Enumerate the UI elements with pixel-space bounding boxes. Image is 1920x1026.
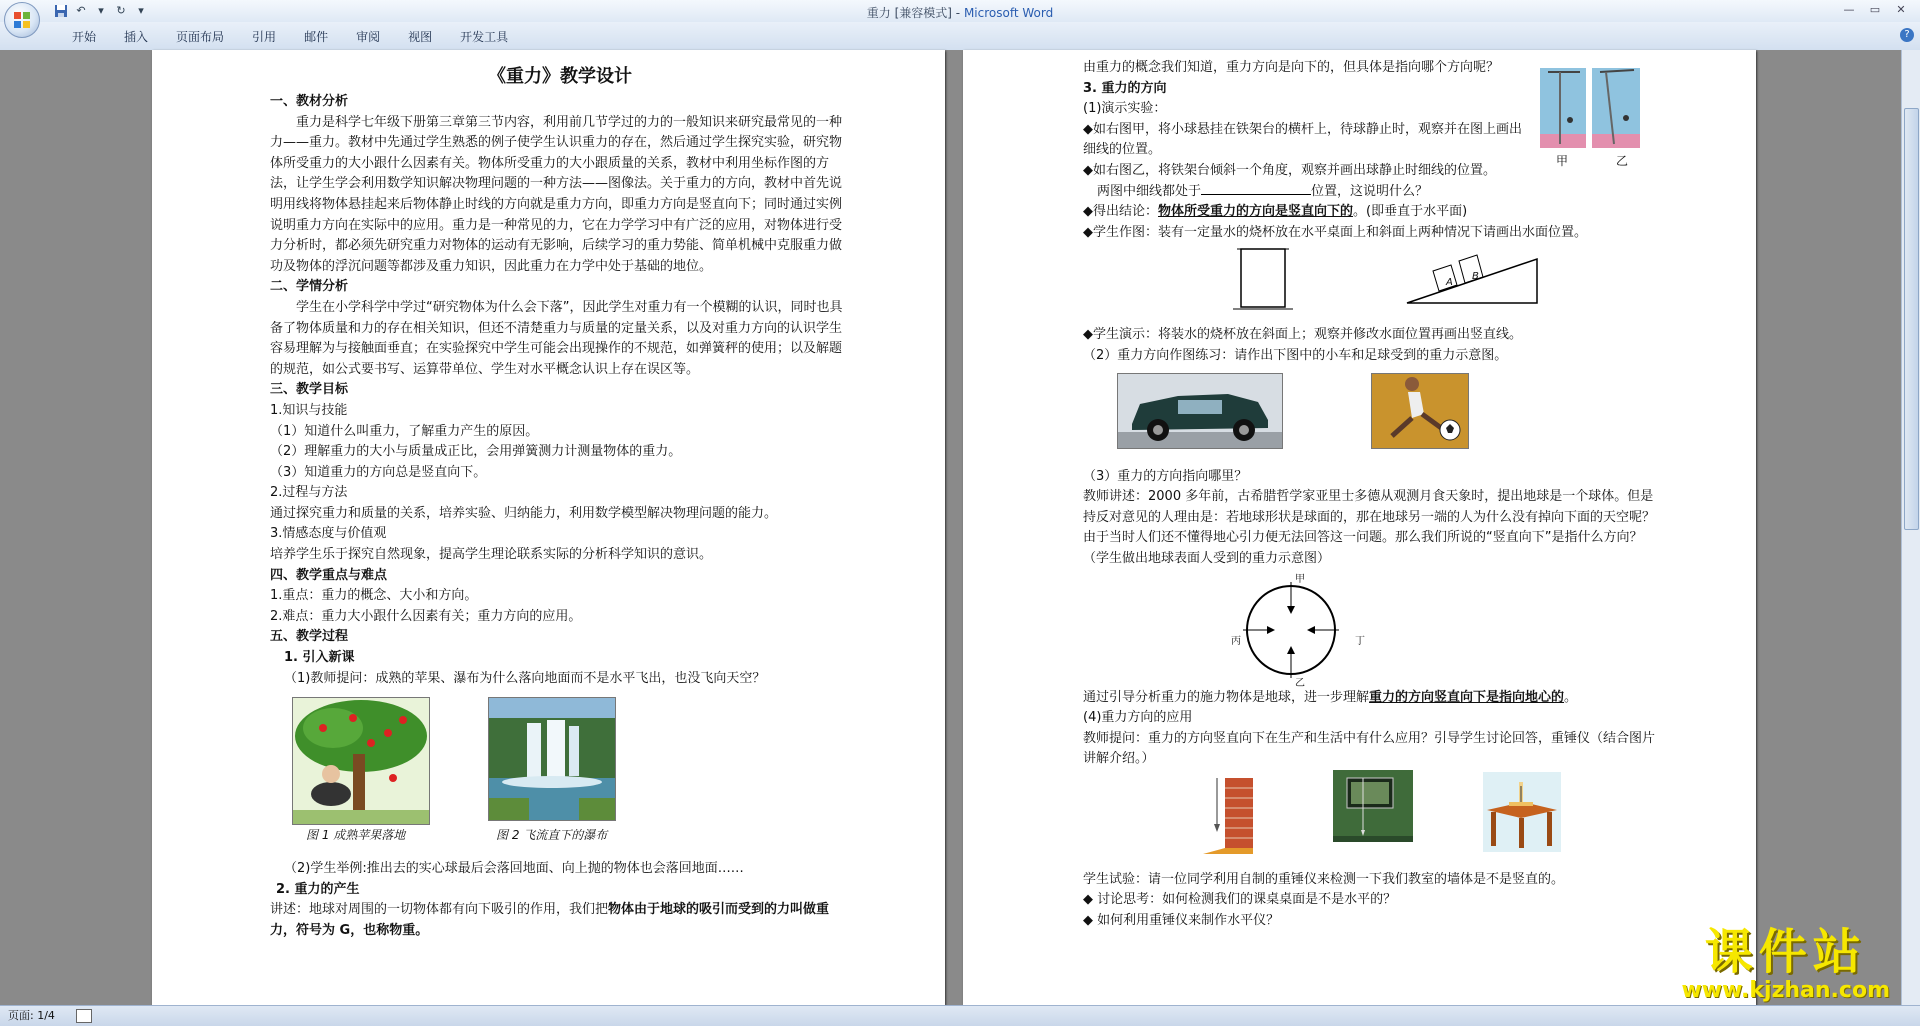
paragraph: 1.重点：重力的概念、大小和方向。	[270, 588, 478, 604]
paragraph: ◆学生作图：装有一定量水的烧杯放在水平桌面上和斜面上两种情况下请画出水面位置。	[1083, 224, 1587, 240]
wall-frame-image	[1333, 770, 1413, 842]
paragraph: 学生在小学科学中学过“研究物体为什么会下落”，因此学生对重力有一个模糊的认识，同时也具备了物体质量和力的存在相关知识，但还不清楚重力与质量的定量关系，以及对重力方向的认识学生容易理解为与接触面垂直；在实验探究中学生可能会出现操作的不规范，如弹簧秤的使用；以及解题的规范，如公式要书写、运算带单位、学生对水平概念认识上存在误区等。	[270, 299, 843, 377]
apple-tree-image	[292, 697, 430, 825]
watermark-url: www.kjzhan.com	[1681, 978, 1890, 1003]
paragraph: (1)演示实验：	[1083, 101, 1167, 117]
label-b: B	[1472, 271, 1479, 283]
paragraph: 3.情感态度与价值观	[270, 526, 387, 542]
paragraph: 学生试验：请一位同学利用自制的重锤仪来检测一下我们教室的墙体是不是竖直的。	[1083, 871, 1565, 887]
tab-home[interactable]: 开始	[72, 30, 97, 44]
figure-label-jia: 甲	[1556, 154, 1569, 168]
paragraph: 1.知识与技能	[270, 402, 348, 418]
label-a: A	[1446, 277, 1453, 289]
tab-page-layout[interactable]: 页面布局	[176, 30, 225, 44]
page-1-content	[270, 58, 850, 942]
paragraph: 通过探究重力和质量的关系，培养实验、归纳能力，利用数学模型解决物理问题的能力。	[270, 505, 778, 521]
document-page-2[interactable]	[963, 50, 1756, 1005]
plumb-figures	[1083, 770, 1658, 870]
section-heading: 四、教学重点与难点	[270, 567, 388, 583]
label-ding: 丁	[1355, 635, 1365, 647]
document-name: 重力 [兼容模式]	[866, 6, 952, 20]
beaker-figures	[1083, 243, 1658, 325]
pendulum-diagram	[1540, 68, 1642, 150]
ribbon	[0, 22, 1920, 51]
waterfall-image	[488, 697, 616, 821]
tab-view[interactable]: 视图	[408, 30, 433, 44]
figure-caption: 图 2 飞流直下的瀑布	[496, 828, 608, 843]
paragraph: （2）理解重力的大小与质量成正比，会用弹簧测力计测量物体的重力。	[270, 444, 682, 460]
blank-line	[1201, 182, 1311, 195]
title-bar	[0, 0, 1920, 23]
paragraph: 2.难点：重力大小跟什么因素有关；重力方向的应用。	[270, 608, 582, 624]
paragraph: （3）重力的方向指向哪里？	[1083, 468, 1248, 484]
brick-wall-image	[1203, 774, 1263, 854]
paragraph: 培养学生乐于探究自然现象，提高学生理论联系实际的分析科学知识的意识。	[270, 547, 713, 563]
tab-references[interactable]: 引用	[252, 30, 277, 44]
paragraph: （2）重力方向作图练习：请作出下图中的小车和足球受到的重力示意图。	[1083, 347, 1508, 363]
figure-caption: 图 1 成熟苹果落地	[306, 828, 406, 843]
paragraph: ◆得出结论：物体所受重力的方向是竖直向下的。(即垂直于水平面)	[1083, 204, 1468, 220]
dropdown-icon[interactable]: ▾	[98, 4, 104, 17]
document-workspace	[0, 50, 1920, 1005]
section-heading: 二、学情分析	[270, 279, 349, 295]
paragraph: （2)学生举例:推出去的实心球最后会落回地面、向上抛的物体也会落回地面……	[284, 861, 744, 877]
customize-qat-icon[interactable]: ▾	[138, 4, 144, 17]
watermark-text: 课件站	[1704, 924, 1867, 980]
paragraph: ◆如右图乙，将铁架台倾斜一个角度，观察并画出球静止时细线的位置。	[1083, 162, 1496, 178]
paragraph: 教师讲述：2000 多年前，古希腊哲学家亚里士多德从观测月食天象时，提出地球是一个球体。但是持反对意见的人理由是：若地球形状是球面的，那在地球另一端的人为什么没有掉向下面的天空呢？由于当时人们还不懂得地心引力便无法回答这一问题。那么我们所说的“竖直向下”是指什么方向？（学生做出地球表面人受到的重力示意图）	[1083, 489, 1656, 566]
window-controls	[1836, 2, 1914, 18]
label-jia: 甲	[1295, 573, 1305, 585]
section-heading: 五、教学过程	[270, 629, 349, 645]
minimize-icon[interactable]: —	[1843, 3, 1855, 16]
maximize-icon[interactable]: ▭	[1869, 3, 1881, 16]
document-title: 《重力》教学设计	[488, 66, 632, 87]
paragraph: ◆ 讨论思考：如何检测我们的课桌桌面是不是水平的？	[1083, 892, 1397, 908]
window-title: 重力 [兼容模式] - Microsoft Word	[866, 6, 1054, 20]
soccer-player-image	[1371, 373, 1469, 449]
paragraph: (4)重力方向的应用	[1083, 710, 1193, 726]
tab-review[interactable]: 审阅	[356, 30, 381, 44]
watermark-logo	[1681, 925, 1890, 1003]
tab-insert[interactable]: 插入	[124, 30, 149, 44]
subsection-heading: 2. 重力的产生	[276, 881, 360, 897]
help-icon[interactable]: ?	[1900, 28, 1914, 42]
car-image	[1117, 373, 1283, 449]
paragraph: 重力是科学七年级下册第三章第三节内容，利用前几节学过的力的一般知识来研究最常见的一种力——重力。教材中先通过学生熟悉的例子使学生认识重力的存在，然后通过学生探究实验，研究物体所受重力的大小跟什么因素有关。物体所受重力的大小跟质量的关系，教材中利用坐标作图的方法，让学生学会利用数学知识解决物理问题的一种方法——图像法。关于重力的方向，教材中首先说明用线将物体悬挂起来后物体静止时线的方向就是重力方向，即重力方向是竖直向下；同时通过实例说明重力方向在实际中的应用。重力是一种常见的力，它在力学学习中有广泛的应用，对物体进行受力分析时，都必须先研究重力对物体的运动有无影响，后续学习的重力势能、简单机械中克服重力做功及物体的浮沉问题等都涉及重力知识，因此重力在力学中处于基础的地位。	[270, 114, 843, 274]
office-logo-icon	[14, 12, 30, 28]
car-ball-figures	[1083, 367, 1658, 467]
paragraph: （1)教师提问：成熟的苹果、瀑布为什么落向地面而不是水平飞出，也没飞向天空？	[284, 670, 766, 686]
section-heading: 一、教材分析	[270, 94, 349, 109]
pendulum-figures	[1540, 68, 1642, 168]
vertical-scrollbar[interactable]	[1901, 50, 1920, 1005]
office-button[interactable]	[4, 2, 40, 38]
section-heading: 三、教学目标	[270, 382, 349, 398]
redo-icon[interactable]: ↻	[116, 4, 126, 17]
subsection-heading: 3. 重力的方向	[1083, 80, 1167, 96]
paragraph: ◆学生演示：将装水的烧杯放在斜面上；观察并修改水面位置再画出竖直线。	[1083, 327, 1522, 343]
ribbon-tabs	[58, 28, 522, 46]
earth-gravity-diagram	[1231, 576, 1351, 686]
paragraph: 由重力的概念我们知道，重力方向是向下的，但具体是指向哪个方向呢？	[1083, 60, 1500, 75]
beaker-on-table-image	[1233, 243, 1293, 313]
paragraph: 教师提问：重力的方向竖直向下在生产和生活中有什么应用？引导学生讨论回答，重锤仪（结合图片讲解介绍。）	[1083, 730, 1656, 767]
figure-label-yi: 乙	[1616, 154, 1629, 168]
paragraph: 2.过程与方法	[270, 485, 348, 501]
tab-mailings[interactable]: 邮件	[304, 30, 329, 44]
status-bar	[0, 1005, 1920, 1026]
label-bing: 丙	[1231, 635, 1241, 647]
paragraph: （3）知道重力的方向总是竖直向下。	[270, 464, 487, 480]
paragraph: ◆ 如何利用重锤仪来制作水平仪？	[1083, 913, 1280, 929]
earth-gravity-figure	[1083, 570, 1658, 688]
label-yi: 乙	[1295, 677, 1305, 689]
app-name: Microsoft Word	[963, 6, 1054, 20]
scrollbar-thumb[interactable]	[1904, 108, 1919, 530]
document-page-1[interactable]	[152, 50, 945, 1005]
paragraph: 通过引导分析重力的施力物体是地球，进一步理解重力的方向竖直向下是指向地心的。	[1083, 689, 1578, 705]
tab-developer[interactable]: 开发工具	[460, 30, 509, 44]
macro-record-icon[interactable]	[76, 1009, 92, 1023]
paragraph: （1）知道什么叫重力，了解重力产生的原因。	[270, 423, 539, 439]
undo-icon[interactable]: ↶	[76, 4, 86, 17]
subsection-heading: 1. 引入新课	[284, 650, 355, 666]
paragraph: 讲述：地球对周围的一切物体都有向下吸引的作用，我们把物体由于地球的吸引而受到的力叫做重力，符号为 G，也称物重。	[270, 902, 830, 938]
figure-row	[270, 689, 850, 879]
page-2-content	[1083, 58, 1658, 932]
paragraph: ◆如右图甲，将小球悬挂在铁架台的横杆上，待球静止时，观察并在图上画出细线的位置。	[1083, 121, 1522, 158]
page-count[interactable]: 页面: 1/4	[8, 1009, 55, 1022]
close-icon[interactable]: ✕	[1896, 3, 1906, 16]
table-level-image	[1483, 772, 1561, 852]
paragraph: 两图中细线都处于 位置，这说明什么？	[1097, 183, 1429, 199]
